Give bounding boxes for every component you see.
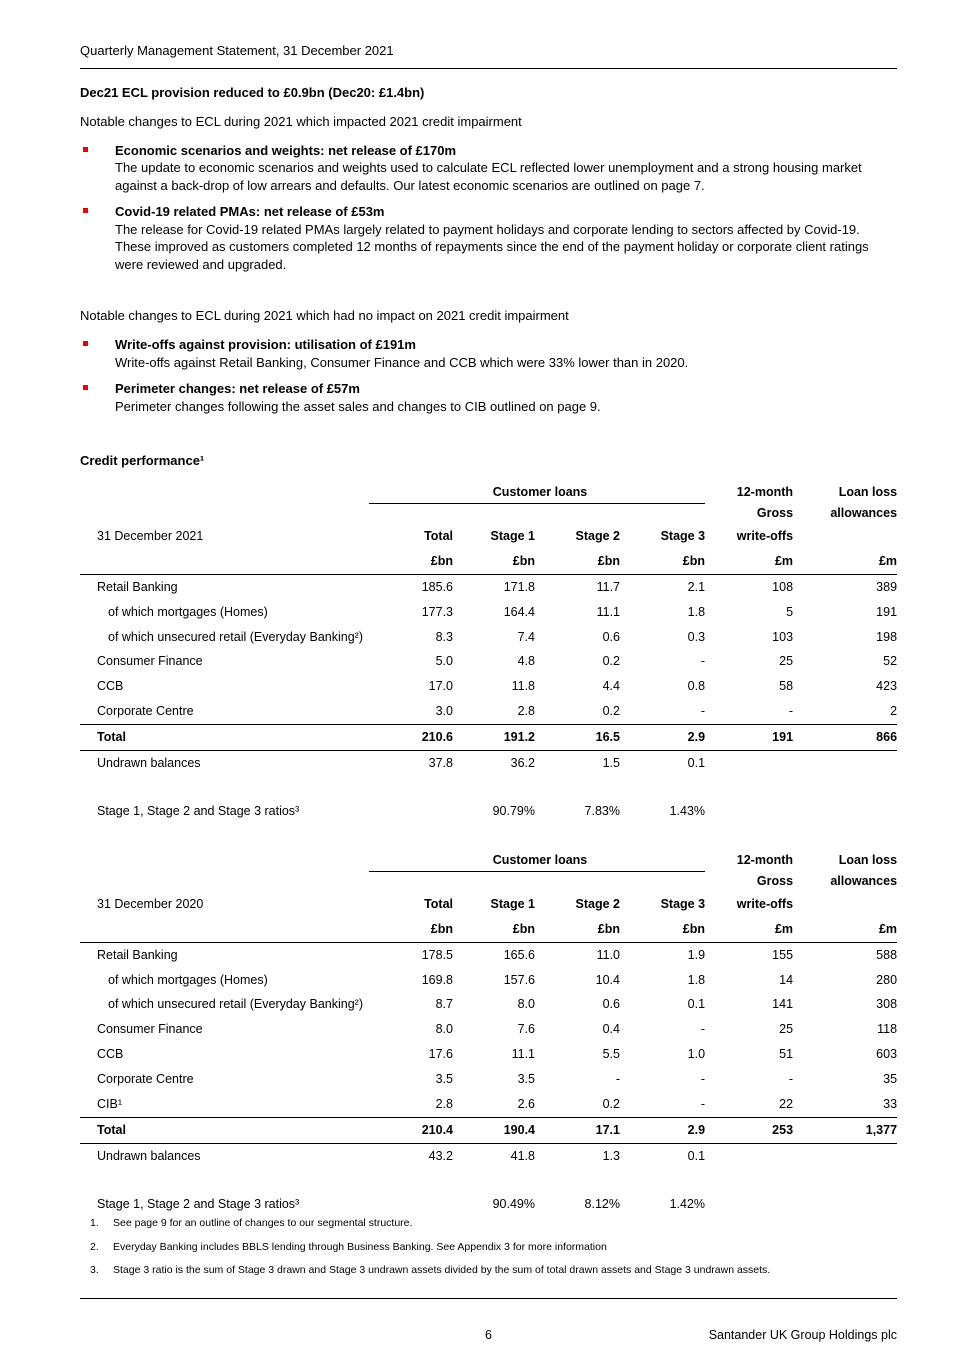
cell-stage3: - [700,704,706,719]
footnote-text: See page 9 for an outline of changes to our segmental structure. [113,1217,413,1230]
bullet-body: The release for Covid-19 related PMAs largely related to payment holidays and corporate lending to sectors affected by Covid-19. These improved as customers completed 12 months of repayments since the end of the payment holiday or corporate client ratings were reviewed and upgraded. [115,221,869,272]
cell-stage1: 190.4 [453,1117,535,1143]
row-label: of which unsecured retail (Everyday Banking²) [108,629,363,644]
bullet-title: Write-offs against provision: utilisation of £191m [115,337,416,353]
empty-cell [80,850,369,871]
unit-label: £m [793,917,897,942]
cell-allowances: 198 [876,629,898,644]
cell-writeoffs: 103 [772,629,794,644]
bullet-content [115,142,897,195]
cell-stage2: 0.2 [602,654,620,669]
cell-stage2: 1.5 [602,755,620,770]
cell-allowances: 866 [793,725,897,751]
cell-stage3: - [700,1096,706,1111]
cell-stage1: 157.6 [503,972,535,987]
cell-writeoffs: - [788,704,794,719]
footnote-number: 1. [90,1217,99,1230]
cell-total: 17.0 [428,679,453,694]
cell-stage2: 1.3 [602,1148,620,1163]
table-header [80,482,897,575]
unit-label: £bn [453,917,535,942]
cell-stage1: 164.4 [503,604,535,619]
cell-stage3: 2.9 [620,725,705,751]
cell-allowances: 191 [876,604,898,619]
cell-allowances: 2 [890,704,898,719]
no-impact-intro-paragraph: Notable changes to ECL during 2021 which had no impact on 2021 credit impairment [80,308,569,324]
bullet-perimeter-changes [80,380,897,415]
bullet-body: Write-offs against Retail Banking, Consumer Finance and CCB which were 33% lower than in 2020. [115,354,689,370]
cell-stage1: 2.6 [517,1096,535,1111]
bullet-covid-pmas [80,203,897,273]
unit-label: £bn [369,917,453,942]
cell-allowances [793,776,897,824]
bullet-title: Covid-19 related PMAs: net release of £53m [115,204,385,220]
writeoffs-header-line1: 12-month [736,485,794,500]
row-label: of which mortgages (Homes) [108,972,268,987]
bullet-write-offs [80,336,897,371]
table-row [80,776,897,824]
empty-cell [793,892,897,917]
cell-writeoffs: 108 [772,579,794,594]
cell-stage3: 1.43% [669,803,706,818]
cell-allowances: 588 [876,947,898,962]
cell-writeoffs: 253 [705,1117,793,1143]
cell-allowances: 52 [883,654,898,669]
row-label: Undrawn balances [97,1148,201,1163]
row-label: Total [80,725,369,751]
cell-allowances: 280 [876,972,898,987]
cell-total: 177.3 [421,604,453,619]
column-header-stage1: Stage 1 [490,529,535,543]
cell-writeoffs: 22 [779,1096,794,1111]
column-header-total: Total [424,529,453,543]
cell-stage1: 7.4 [517,629,535,644]
cell-writeoffs [705,776,793,824]
cell-writeoffs: 155 [772,947,794,962]
empty-cell [793,524,897,549]
table-row [80,674,897,699]
row-label: CIB¹ [97,1096,122,1111]
cell-total: 43.2 [428,1148,453,1163]
table-row [80,968,897,993]
cell-stage1: 36.2 [510,755,535,770]
cell-stage2: 10.4 [595,972,620,987]
cell-allowances: 603 [876,1047,898,1062]
cell-stage2: 0.4 [602,1022,620,1037]
row-label: CCB [97,1047,124,1062]
cell-stage3: 0.8 [687,679,706,694]
cell-stage1: 11.1 [511,1047,535,1062]
cell-allowances: 118 [877,1022,898,1037]
cell-stage2: 5.5 [602,1047,620,1062]
column-header-stage1: Stage 1 [490,896,535,911]
table-row [80,1092,897,1117]
main-heading: Dec21 ECL provision reduced to £0.9bn (Dec20: £1.4bn) [80,84,425,100]
cell-stage3: - [700,1022,706,1037]
cell-allowances: 1,377 [793,1117,897,1143]
cell-allowances [793,1143,897,1168]
table-row [80,1067,897,1092]
cell-stage3: 1.8 [687,604,706,619]
table-row [80,725,897,751]
empty-cell [80,871,369,892]
writeoffs-header-line2: Gross [756,874,794,888]
cell-allowances: 423 [876,679,898,694]
table-date-label: 31 December 2021 [97,529,204,543]
credit-performance-table-2021 [80,482,897,824]
table-row [80,1117,897,1143]
footnote-number: 2. [90,1240,99,1253]
cell-stage1: 90.79% [492,803,535,818]
cell-stage1: 11.8 [511,679,535,694]
cell-stage2: 7.83% [584,803,620,818]
table-row [80,1169,897,1217]
bullet-body: The update to economic scenarios and weights used to calculate ECL reflected lower unemployment and a strong housing market against a back-drop of low arrears and defaults. Our latest economic scenarios are outlined on page 7. [115,160,862,193]
cell-writeoffs: 51 [779,1047,794,1062]
empty-cell [80,549,369,574]
table-row [80,992,897,1017]
cell-writeoffs: 191 [705,725,793,751]
cell-stage3: - [700,1072,706,1086]
cell-writeoffs: 25 [779,1022,794,1037]
footnote [80,1240,897,1254]
row-label: Undrawn balances [97,755,201,770]
cell-total [369,1169,453,1217]
cell-total: 169.8 [421,972,453,987]
cell-stage3: 0.1 [687,1148,706,1163]
row-label: Corporate Centre [97,1072,194,1086]
cell-allowances: 308 [876,997,898,1012]
empty-cell [80,482,369,503]
cell-stage2: 17.1 [535,1117,620,1143]
allowances-header-line2: allowances [830,506,898,521]
cell-stage3: 0.1 [687,997,706,1012]
bullet-title: Perimeter changes: net release of £57m [115,381,360,397]
table-row [80,600,897,625]
column-header-stage3: Stage 3 [660,529,706,543]
empty-cell [80,503,369,524]
cell-stage3: 0.3 [687,629,706,644]
empty-cell [369,871,705,892]
table-row [80,1017,897,1042]
cell-writeoffs: 14 [779,972,794,987]
table-row [80,574,897,599]
cell-total: 5.0 [435,654,453,669]
footnote-number: 3. [90,1263,99,1276]
cell-stage2: 11.1 [596,604,620,619]
unit-label: £m [705,549,793,574]
unit-label: £bn [369,549,453,574]
bullet-marker-icon [83,341,88,346]
bullet-marker-icon [83,147,88,152]
cell-total: 210.4 [369,1117,453,1143]
cell-writeoffs [705,750,793,775]
writeoffs-header-line2: Gross [756,506,794,521]
bullet-marker-icon [83,208,88,213]
table-row [80,750,897,775]
column-header-stage2: Stage 2 [575,896,620,911]
bullet-body: Perimeter changes following the asset sales and changes to CIB outlined on page 9. [115,398,601,414]
cell-writeoffs [705,1169,793,1217]
bullet-economic-scenarios [80,142,897,195]
unit-label: £bn [453,549,535,574]
cell-total: 8.3 [435,629,453,644]
column-header-stage3: Stage 3 [660,896,706,911]
cell-stage2: 0.2 [602,1096,620,1111]
row-label: of which unsecured retail (Everyday Banking²) [108,997,363,1012]
table-date-label: 31 December 2020 [97,896,204,911]
cell-stage1: 165.6 [503,947,535,962]
cell-stage2: 11.0 [596,947,620,962]
cell-stage1: 8.0 [517,997,535,1012]
cell-stage1: 7.6 [517,1022,535,1037]
row-label: Corporate Centre [97,704,194,719]
cell-total: 178.5 [421,947,453,962]
unit-label: £bn [535,917,620,942]
bullet-marker-icon [83,385,88,390]
allowances-header-line2: allowances [830,874,898,888]
cell-stage3: 2.1 [687,579,706,594]
cell-stage1: 4.8 [517,654,535,669]
empty-cell [369,503,705,524]
cell-writeoffs: 5 [786,604,794,619]
impact-intro-paragraph: Notable changes to ECL during 2021 which impacted 2021 credit impairment [80,114,522,130]
row-label: CCB [97,679,124,694]
cell-total: 17.6 [428,1047,453,1062]
row-label: Total [80,1117,369,1143]
cell-allowances [793,750,897,775]
row-label: Retail Banking [97,579,178,594]
cell-writeoffs: 25 [779,654,794,669]
cell-total: 185.6 [421,579,453,594]
cell-total: 3.0 [435,704,453,719]
table-row [80,942,897,967]
cell-stage3: 1.42% [669,1196,706,1211]
cell-stage3: 1.9 [687,947,706,962]
footnote [80,1263,897,1277]
table-header [80,850,897,943]
writeoffs-header-line3: write-offs [736,529,794,543]
cell-total: 210.6 [369,725,453,751]
column-header-stage2: Stage 2 [575,529,620,543]
cell-total: 2.8 [435,1096,453,1111]
cell-stage2: 0.6 [602,629,620,644]
row-label: of which mortgages (Homes) [108,604,268,619]
cell-stage1: 90.49% [492,1196,535,1211]
cell-stage1: 191.2 [453,725,535,751]
credit-performance-heading: Credit performance¹ [80,453,205,469]
cell-stage1: 3.5 [517,1072,535,1086]
cell-stage2: 0.2 [602,704,620,719]
bullet-content [115,203,897,273]
document-header-title: Quarterly Management Statement, 31 December 2021 [80,42,897,69]
cell-allowances [793,1169,897,1217]
row-label: Stage 1, Stage 2 and Stage 3 ratios³ [97,1196,300,1211]
table-body [80,942,897,1216]
cell-stage1: 41.8 [510,1148,535,1163]
allowances-header-line1: Loan loss [838,853,898,868]
customer-loans-header: Customer loans [369,482,705,503]
cell-stage3: 1.0 [687,1047,706,1062]
cell-allowances: 389 [876,579,898,594]
column-header-total: Total [424,896,453,911]
bullet-title: Economic scenarios and weights: net release of £170m [115,142,457,158]
bullet-content [115,336,688,371]
unit-label: £bn [620,549,705,574]
table-row [80,625,897,650]
cell-writeoffs: 58 [779,679,794,694]
cell-stage2: 4.4 [602,679,620,694]
cell-stage1: 2.8 [517,704,535,719]
cell-total: 37.8 [428,755,453,770]
footnote [80,1216,897,1230]
row-label: Consumer Finance [97,654,203,669]
cell-stage3: 0.1 [687,755,706,770]
cell-stage2: 16.5 [535,725,620,751]
unit-label: £m [705,917,793,942]
row-label: Stage 1, Stage 2 and Stage 3 ratios³ [97,803,300,818]
cell-total: 8.7 [435,997,453,1012]
cell-writeoffs: 141 [772,997,794,1012]
cell-allowances: 35 [883,1072,898,1086]
cell-stage2: 0.6 [602,997,620,1012]
table-row [80,1143,897,1168]
unit-label: £bn [535,549,620,574]
cell-stage1: 171.8 [503,579,535,594]
bullet-content [115,380,601,415]
unit-label: £bn [620,917,705,942]
cell-total [369,776,453,824]
cell-allowances: 33 [883,1096,898,1111]
table-row [80,649,897,674]
table-row [80,1042,897,1067]
cell-total: 8.0 [435,1022,453,1037]
page-number: 6 [485,1327,492,1342]
empty-cell [80,917,369,942]
cell-stage2: - [615,1072,620,1086]
cell-writeoffs: - [788,1072,794,1086]
customer-loans-header: Customer loans [369,850,705,871]
writeoffs-header-line1: 12-month [736,853,794,868]
table-row [80,699,897,724]
allowances-header-line1: Loan loss [838,485,898,500]
writeoffs-header-line3: write-offs [736,896,794,911]
cell-stage2: 11.7 [596,579,620,594]
cell-stage3: - [700,654,706,669]
footnotes-section [80,1216,897,1286]
row-label: Consumer Finance [97,1022,203,1037]
table-body [80,574,897,823]
cell-stage3: 1.8 [687,972,706,987]
company-name: Santander UK Group Holdings plc [708,1327,897,1342]
cell-total: 3.5 [435,1072,453,1086]
row-label: Retail Banking [97,947,178,962]
cell-stage3: 2.9 [620,1117,705,1143]
cell-stage2: 8.12% [584,1196,620,1211]
page-footer [80,1298,897,1344]
cell-writeoffs [705,1143,793,1168]
unit-label: £m [793,549,897,574]
credit-performance-table-2020 [80,850,897,1217]
footnote-text: Stage 3 ratio is the sum of Stage 3 drawn and Stage 3 undrawn assets divided by the sum of total drawn assets and Stage 3 undrawn assets. [113,1263,771,1276]
footnote-text: Everyday Banking includes BBLS lending through Business Banking. See Appendix 3 for more information [113,1240,607,1253]
